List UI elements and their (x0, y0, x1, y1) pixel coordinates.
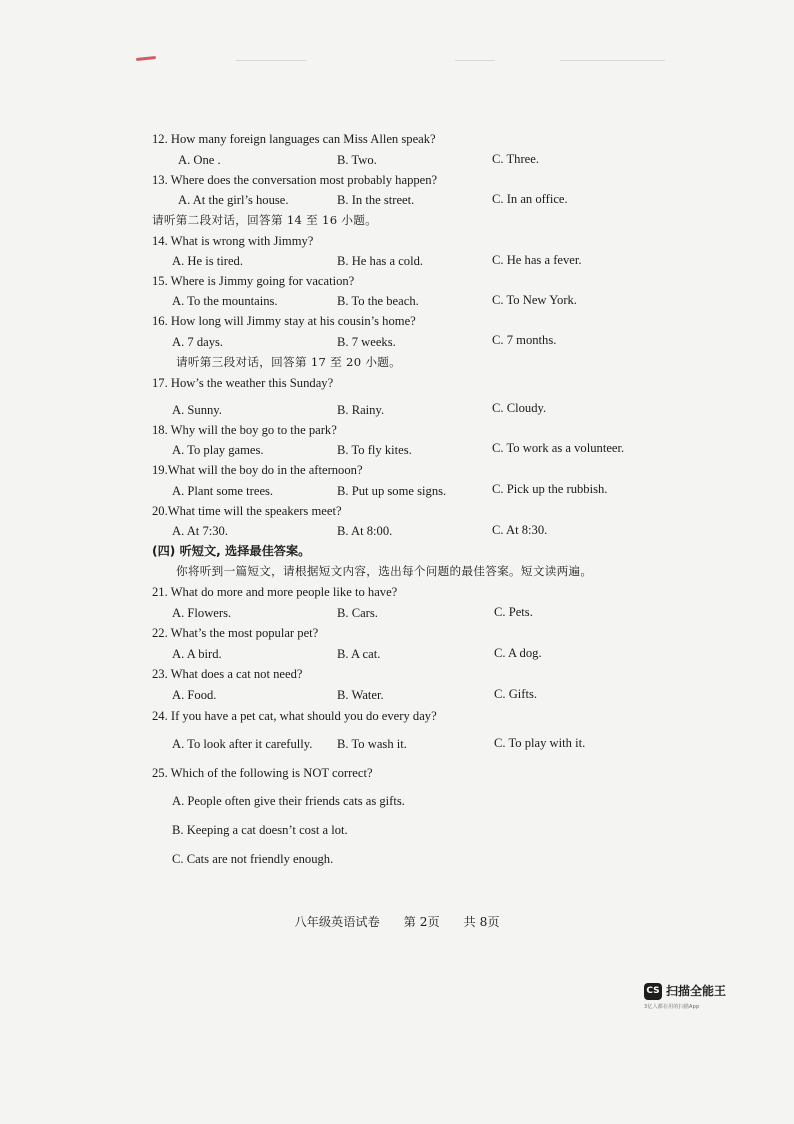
q22-option-c: C. A dog. (494, 646, 542, 660)
q15-option-c: C. To New York. (492, 293, 577, 307)
q16-option-c: C. 7 months. (492, 333, 557, 347)
q24-option-a: A. To look after it carefully. (172, 737, 313, 751)
scanner-tagline: 3亿人都在用的扫描App (644, 1004, 700, 1010)
q14-option-c: C. He has a fever. (492, 253, 582, 267)
q24-option-b: B. To wash it. (337, 737, 407, 751)
q23-option-a: A. Food. (172, 688, 217, 702)
question-17: 17. How’s the weather this Sunday? (152, 376, 334, 390)
question-19: 19.What will the boy do in the afternoon? (152, 463, 363, 477)
q18-option-c: C. To work as a volunteer. (492, 441, 625, 455)
q17-option-c: C. Cloudy. (492, 401, 547, 415)
q25-option-b: B. Keeping a cat doesn’t cost a lot. (172, 823, 348, 837)
section-4-title: (四) 听短文, 选择最佳答案。 (152, 544, 311, 558)
scan-edge-line (560, 60, 665, 61)
q23-option-b: B. Water. (337, 688, 384, 702)
q13-option-c: C. In an office. (492, 192, 568, 206)
q13-option-a: A. At the girl’s house. (178, 193, 289, 207)
q24-option-c: C. To play with it. (494, 736, 586, 750)
q22-option-a: A. A bird. (172, 647, 222, 661)
question-13: 13. Where does the conversation most probably happen? (152, 173, 438, 187)
question-25: 25. Which of the following is NOT correct? (152, 766, 373, 780)
q20-option-a: A. At 7:30. (172, 524, 228, 538)
q14-option-b: B. He has a cold. (337, 254, 424, 268)
q15-option-b: B. To the beach. (337, 294, 419, 308)
section-4-description: 你将听到一篇短文，请根据短文内容，选出每个问题的最佳答案。短文读两遍。 (176, 564, 593, 578)
q16-option-b: B. 7 weeks. (337, 335, 396, 349)
q20-option-b: B. At 8:00. (337, 524, 393, 538)
q25-option-c: C. Cats are not friendly enough. (172, 852, 334, 866)
question-24: 24. If you have a pet cat, what should you do every day? (152, 709, 437, 723)
question-12: 12. How many foreign languages can Miss Allen speak? (152, 132, 436, 146)
q12-option-a: A. One . (178, 153, 221, 167)
dialog-3-instruction: 请听第三段对话，回答第 17 至 20 小题。 (176, 355, 402, 369)
q14-option-a: A. He is tired. (172, 254, 243, 268)
question-23: 23. What does a cat not need? (152, 667, 303, 681)
question-14: 14. What is wrong with Jimmy? (152, 234, 314, 248)
dialog-2-instruction: 请听第二段对话，回答第 14 至 16 小题。 (152, 213, 378, 227)
exam-title: 八年级英语试卷 (294, 915, 380, 929)
q18-option-b: B. To fly kites. (337, 443, 412, 457)
q12-option-b: B. Two. (337, 153, 377, 167)
total-pages: 共 8页 (463, 915, 500, 929)
q19-option-b: B. Put up some signs. (337, 484, 447, 498)
q20-option-c: C. At 8:30. (492, 523, 548, 537)
q25-option-a: A. People often give their friends cats as gifts. (172, 794, 405, 808)
q22-option-b: B. A cat. (337, 647, 381, 661)
q17-option-a: A. Sunny. (172, 403, 222, 417)
page-number: 第 2页 (403, 915, 440, 929)
scan-edge-line (455, 60, 495, 61)
q21-option-c: C. Pets. (494, 605, 533, 619)
scan-edge-line (236, 60, 306, 61)
q21-option-b: B. Cars. (337, 606, 378, 620)
question-22: 22. What’s the most popular pet? (152, 626, 319, 640)
q17-option-b: B. Rainy. (337, 403, 385, 417)
scan-edge-mark (136, 56, 156, 61)
question-18: 18. Why will the boy go to the park? (152, 423, 337, 437)
question-15: 15. Where is Jimmy going for vacation? (152, 274, 355, 288)
scanner-app-name: 扫描全能王 (666, 984, 727, 998)
question-20: 20.What time will the speakers meet? (152, 504, 342, 518)
camscanner-logo-icon: CS (644, 983, 662, 1000)
q16-option-a: A. 7 days. (172, 335, 224, 349)
q12-option-c: C. Three. (492, 152, 539, 166)
q21-option-a: A. Flowers. (172, 606, 232, 620)
q13-option-b: B. In the street. (337, 193, 415, 207)
q19-option-c: C. Pick up the rubbish. (492, 482, 608, 496)
question-21: 21. What do more and more people like to have? (152, 585, 398, 599)
q15-option-a: A. To the mountains. (172, 294, 278, 308)
page-footer (0, 913, 794, 930)
q19-option-a: A. Plant some trees. (172, 484, 274, 498)
q23-option-c: C. Gifts. (494, 687, 538, 701)
question-16: 16. How long will Jimmy stay at his cousin’s home? (152, 314, 416, 328)
q18-option-a: A. To play games. (172, 443, 264, 457)
